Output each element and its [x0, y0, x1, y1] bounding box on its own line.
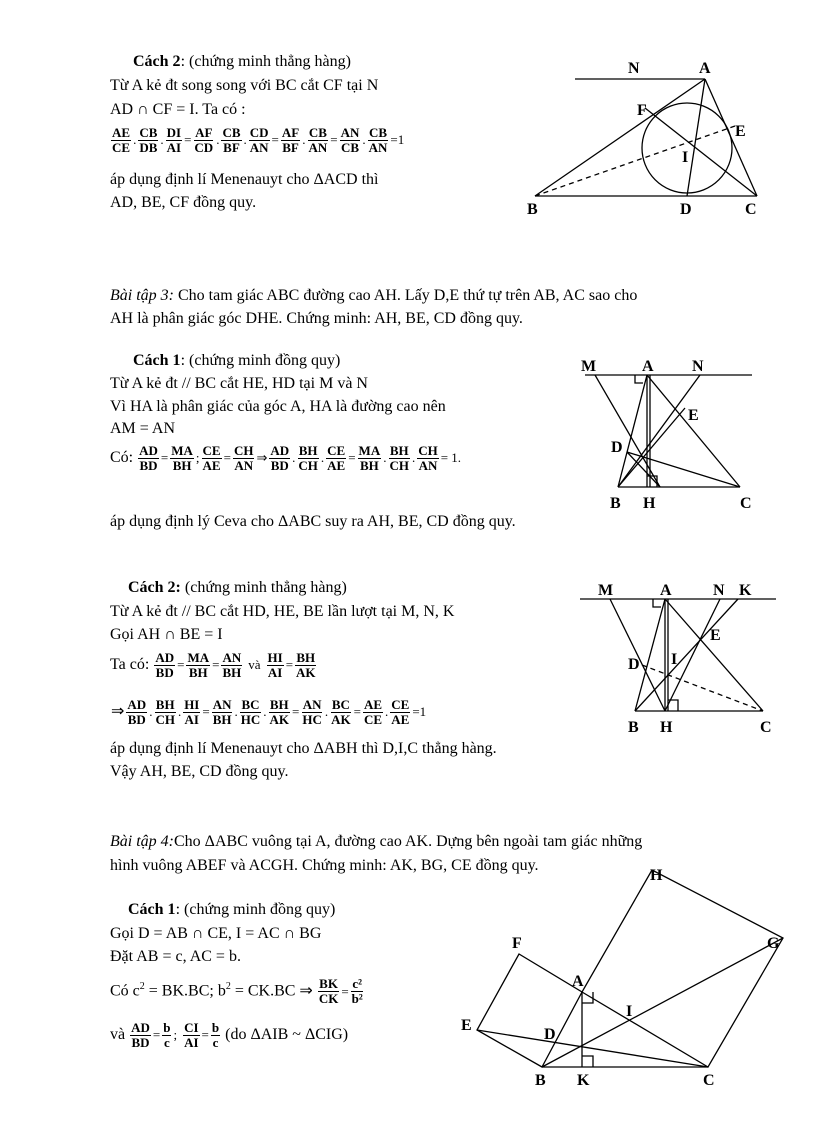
- fraction: [111, 126, 131, 155]
- numerator: AD: [270, 442, 290, 458]
- bt3-line1: [110, 286, 637, 306]
- s3-line1: Từ A kẻ đt // BC cắt HD, HE, BE lần lượt tại M, N, K: [110, 603, 455, 620]
- line-BG: [542, 938, 783, 1067]
- s3-equation2: [110, 694, 427, 730]
- label-E: E: [688, 407, 699, 424]
- denominator: HC: [302, 711, 322, 727]
- operator: ⇒: [256, 450, 268, 466]
- frac-AD-BD: $\frac{AD}{BD}$: [131, 1019, 150, 1050]
- numerator: AE: [363, 696, 382, 712]
- denominator: AI: [166, 139, 182, 155]
- fraction: [388, 444, 410, 473]
- right-angle-A: [635, 375, 643, 383]
- operator: .: [263, 704, 267, 720]
- fraction: [183, 698, 200, 727]
- denominator: AI: [267, 664, 283, 680]
- right-angle-A: [653, 599, 661, 607]
- label-N: N: [713, 582, 725, 599]
- implies-symbol: ⇒: [111, 703, 125, 721]
- s2-line3: AM = AN: [110, 420, 176, 437]
- bt3-title: Bài tập 3:: [110, 287, 174, 304]
- label-F: F: [512, 935, 522, 952]
- s3-figure: [580, 580, 780, 740]
- equation-text: =1: [390, 132, 405, 148]
- label-M: M: [581, 358, 597, 375]
- denominator: AN: [249, 139, 269, 155]
- numerator: AN: [340, 124, 360, 140]
- denominator: BF: [282, 139, 299, 155]
- denominator: CH: [389, 457, 409, 473]
- label-E: E: [735, 123, 746, 140]
- denominator: AN: [368, 139, 388, 155]
- operator: .: [383, 450, 387, 466]
- operator: =: [177, 657, 185, 673]
- denominator: BF: [223, 139, 240, 155]
- label-A: A: [642, 358, 654, 375]
- s4-line3: Có $c^2 = BK.BC$; $b^2 = CK.BC$ ⇒ $\frac{BK}{CK}$ = $\frac{\text{c²}}{\text{b²}}$: [110, 976, 363, 1007]
- numerator: AE: [112, 124, 131, 140]
- label-C: C: [745, 201, 757, 218]
- fraction: [166, 126, 182, 155]
- s1-heading: Cách 2: [133, 53, 181, 70]
- label-H: H: [650, 867, 663, 884]
- bt4-text1: Cho ΔABC vuông tại A, đường cao AK. Dựng bên ngoài tam giác những: [174, 833, 643, 850]
- fraction: [368, 126, 389, 155]
- label-N: N: [692, 358, 704, 375]
- denominator: CH: [155, 711, 175, 727]
- line-AC: [647, 375, 740, 487]
- denominator: BH: [212, 711, 232, 727]
- label-B: B: [527, 201, 538, 218]
- s1-equation: [110, 123, 405, 157]
- s4-l3a: Có c: [110, 982, 140, 1000]
- numerator: CD: [249, 124, 269, 140]
- denominator: AK: [296, 664, 316, 680]
- fraction: [281, 126, 300, 155]
- label-B: B: [610, 495, 621, 512]
- fraction: [240, 698, 262, 727]
- s4-l3b: = BK.BC; b: [144, 982, 226, 1000]
- label-I: I: [626, 1003, 633, 1020]
- denominator: BD: [139, 457, 158, 473]
- s1-line1: Từ A kẻ đt song song với BC cắt CF tại N: [110, 77, 379, 94]
- operator: .: [385, 704, 389, 720]
- s3-line5: áp dụng định lí Menenauyt cho ΔABH thì D,I,C thẳng hàng.: [110, 740, 497, 757]
- numerator: BH: [296, 649, 316, 665]
- s4-l4-tail: (do ΔAIB ~ ΔCIG): [225, 1026, 349, 1043]
- operator: =: [285, 657, 294, 673]
- frac-c2-b2: $\frac{\text{c²}}{\text{b²}}$: [351, 976, 363, 1007]
- label-E: E: [710, 627, 721, 644]
- denominator: BD: [127, 711, 146, 727]
- label-D: D: [611, 439, 623, 456]
- fraction: [249, 126, 270, 155]
- s2-line1: Từ A kẻ đt // BC cắt HE, HD tại M và N: [110, 375, 368, 392]
- label-C: C: [703, 1072, 715, 1089]
- fraction: [212, 698, 233, 727]
- line-DC-dashed: [642, 665, 763, 711]
- denominator: BD: [270, 457, 289, 473]
- denominator: CE: [112, 139, 131, 155]
- label-B: B: [535, 1072, 546, 1089]
- operator: .: [234, 704, 238, 720]
- denominator: BH: [188, 664, 208, 680]
- s1-line2: AD ∩ CF = I. Ta có :: [110, 101, 246, 118]
- denominator: AE: [327, 457, 346, 473]
- denominator: CH: [298, 457, 318, 473]
- denominator: AK: [331, 711, 351, 727]
- square-ABEF: [477, 954, 582, 1067]
- denominator: BH: [359, 457, 379, 473]
- denominator: AK: [269, 711, 289, 727]
- line-CF: [645, 108, 757, 196]
- label-K: K: [577, 1072, 590, 1089]
- s4-heading: Cách 1: [128, 901, 176, 918]
- label-A: A: [660, 582, 672, 599]
- numerator: BH: [389, 442, 409, 458]
- numerator: DI: [166, 124, 182, 140]
- label-H: H: [660, 719, 673, 736]
- s2-line5: áp dụng định lý Ceva cho ΔABC suy ra AH, BE, CD đồng quy.: [110, 513, 516, 530]
- numerator: HI: [184, 696, 200, 712]
- label-C: C: [740, 495, 752, 512]
- numerator: BH: [155, 696, 175, 712]
- operator: =: [160, 450, 169, 466]
- numerator: MA: [187, 649, 210, 665]
- denominator: CB: [340, 139, 360, 155]
- line-AB: [535, 79, 705, 196]
- numerator: CH: [233, 442, 254, 458]
- label-A: A: [699, 60, 711, 77]
- fraction: [307, 126, 328, 155]
- denominator: BH: [172, 457, 192, 473]
- s2-heading: Cách 1: [133, 352, 181, 369]
- s3-heading-line: [128, 578, 347, 598]
- frac-b-c: $\frac{b}{c}$: [163, 1019, 171, 1050]
- numerator: CE: [202, 442, 221, 458]
- label-C: C: [760, 719, 772, 736]
- numerator: CB: [308, 124, 327, 140]
- frac-CI-AI: $\frac{CI}{AI}$: [184, 1019, 199, 1050]
- frac-b-c-2: $\frac{b}{c}$: [211, 1019, 220, 1050]
- s2-equation: [110, 440, 462, 476]
- fraction: [330, 698, 352, 727]
- label-M: M: [598, 582, 614, 599]
- s4-l3c: = CK.BC ⇒: [230, 982, 313, 1000]
- operator: =: [223, 450, 231, 466]
- operator: .: [216, 132, 220, 148]
- fraction: [340, 126, 361, 155]
- denominator: AN: [234, 457, 254, 473]
- line-BE-dashed: [535, 126, 735, 196]
- label-N: N: [628, 60, 640, 77]
- numerator: BC: [331, 696, 350, 712]
- denominator: AE: [202, 457, 221, 473]
- numerator: AD: [155, 649, 175, 665]
- operator: =: [184, 132, 192, 148]
- fraction: [138, 126, 158, 155]
- fraction: [221, 126, 241, 155]
- s2-eq-prefix: Có:: [110, 449, 134, 466]
- numerator: AD: [139, 442, 158, 458]
- operator: .: [411, 450, 416, 466]
- label-B: B: [628, 719, 639, 736]
- numerator: BH: [269, 696, 289, 712]
- operator: .: [320, 450, 325, 466]
- operator: =: [202, 704, 210, 720]
- numerator: AD: [127, 696, 147, 712]
- s1-figure: [525, 58, 785, 218]
- fraction: [138, 444, 159, 473]
- denominator: CE: [363, 711, 382, 727]
- line-MH: [610, 599, 665, 711]
- numerator: CE: [327, 442, 346, 458]
- equation-text: = 1.: [440, 450, 462, 466]
- numerator: CB: [369, 124, 388, 140]
- bt4-title: Bài tập 4:: [110, 833, 174, 850]
- fraction: [269, 444, 290, 473]
- label-I: I: [682, 149, 689, 166]
- operator: .: [149, 704, 153, 720]
- label-G: G: [767, 935, 780, 952]
- equation-text: và: [248, 657, 261, 673]
- denominator: CD: [194, 139, 214, 155]
- s4-l4-prefix: và: [110, 1026, 126, 1043]
- s3-line6: Vậy AH, BE, CD đồng quy.: [110, 763, 289, 780]
- s4-line4: và $\frac{AD}{BD}$ = $\frac{b}{c}$ ; $\frac{CI}{AI}$ = $\frac{b}{c}$ (do ΔAIB ~ ΔCIG): [110, 1019, 349, 1050]
- equation-text: =1: [412, 704, 427, 720]
- bt3-line2: AH là phân giác góc DHE. Chứng minh: AH, BE, CD đồng quy.: [110, 310, 523, 327]
- fraction: [358, 444, 382, 473]
- denominator: HC: [240, 711, 261, 727]
- operator: .: [177, 704, 182, 720]
- fraction: [221, 651, 242, 680]
- operator: =: [271, 132, 279, 148]
- operator: .: [160, 132, 164, 148]
- numerator: AN: [222, 649, 242, 665]
- fraction: [233, 444, 255, 473]
- s1-line4: áp dụng định lí Menenauyt cho ΔACD thì: [110, 171, 379, 188]
- fraction: [154, 698, 176, 727]
- s2-heading-line: [133, 351, 340, 371]
- fraction: [301, 698, 323, 727]
- s3-equation1: [110, 647, 318, 683]
- operator: =: [212, 657, 220, 673]
- s3-heading-rest: (chứng minh thẳng hàng): [180, 579, 347, 596]
- fraction: [417, 444, 439, 473]
- operator: =: [348, 450, 356, 466]
- fraction: [267, 651, 284, 680]
- incircle: [642, 103, 732, 193]
- fraction: [193, 126, 214, 155]
- fraction: [186, 651, 210, 680]
- s2-heading-rest: : (chứng minh đồng quy): [180, 352, 341, 369]
- denominator: AN: [308, 139, 328, 155]
- s3-eq1-prefix: Ta có:: [110, 656, 150, 673]
- numerator: AN: [302, 696, 322, 712]
- sup-2-c: 2: [139, 981, 145, 992]
- numerator: AF: [281, 124, 300, 140]
- label-H: H: [643, 495, 656, 512]
- operator: .: [302, 132, 306, 148]
- numerator: MA: [171, 442, 193, 458]
- fraction: [326, 444, 346, 473]
- operator: .: [243, 132, 247, 148]
- operator: ;: [195, 450, 200, 466]
- fraction: [170, 444, 194, 473]
- s4-line2: Đặt AB = c, AC = b.: [110, 948, 241, 965]
- fraction: [295, 651, 317, 680]
- s1-heading-rest: : (chứng minh thẳng hàng): [180, 53, 351, 70]
- numerator: HI: [267, 649, 283, 665]
- denominator: BH: [222, 664, 242, 680]
- fraction: [202, 444, 222, 473]
- fraction: [297, 444, 319, 473]
- frac-BK-CK: $\frac{BK}{CK}$: [318, 976, 339, 1007]
- bt4-line1: [110, 832, 642, 852]
- denominator: AI: [184, 711, 199, 727]
- label-I: I: [671, 651, 678, 668]
- numerator: MA: [358, 442, 381, 458]
- s2-line2: Vì HA là phân giác của góc A, HA là đường cao nên: [110, 398, 446, 415]
- operator: .: [324, 704, 329, 720]
- operator: =: [353, 704, 361, 720]
- label-A: A: [572, 973, 584, 990]
- fraction: [126, 698, 147, 727]
- sup-2-b: 2: [225, 981, 231, 992]
- square-ACGH: [582, 870, 783, 1067]
- s1-line5: AD, BE, CF đồng quy.: [110, 194, 257, 211]
- numerator: CE: [391, 696, 410, 712]
- operator: .: [133, 132, 137, 148]
- bt3-text1: Cho tam giác ABC đường cao AH. Lấy D,E thứ tự trên AB, AC sao cho: [174, 287, 638, 304]
- denominator: BD: [155, 664, 174, 680]
- label-K: K: [739, 582, 752, 599]
- label-F: F: [637, 102, 647, 119]
- denominator: DB: [139, 139, 158, 155]
- s1-heading-line: [133, 52, 351, 72]
- label-E: E: [461, 1017, 472, 1034]
- operator: =: [330, 132, 338, 148]
- s4-line1: Gọi D = AB ∩ CE, I = AC ∩ BG: [110, 925, 322, 942]
- line-AD: [687, 79, 705, 196]
- operator: .: [292, 450, 296, 466]
- s4-heading-rest: : (chứng minh đồng quy): [175, 901, 336, 918]
- numerator: BH: [298, 442, 318, 458]
- denominator: AN: [418, 457, 438, 473]
- label-D: D: [680, 201, 692, 218]
- right-angle-K: [582, 1056, 593, 1067]
- label-D: D: [628, 656, 640, 673]
- line-AC: [665, 599, 763, 711]
- s4-heading-line: [128, 900, 335, 920]
- s3-heading: Cách 2:: [128, 579, 181, 596]
- label-D: D: [544, 1026, 556, 1043]
- fraction: [269, 698, 291, 727]
- bt4-line2: hình vuông ABEF và ACGH. Chứng minh: AK, BG, CE đồng quy.: [110, 857, 539, 874]
- numerator: AF: [195, 124, 213, 140]
- fraction: [154, 651, 175, 680]
- numerator: BC: [241, 696, 260, 712]
- operator: =: [292, 704, 300, 720]
- fraction: [363, 698, 383, 727]
- numerator: CH: [418, 442, 438, 458]
- operator: .: [362, 132, 366, 148]
- fraction: [390, 698, 410, 727]
- denominator: AE: [391, 711, 410, 727]
- s4-figure: [460, 862, 790, 1102]
- s3-line2: Gọi AH ∩ BE = I: [110, 626, 223, 643]
- numerator: CB: [139, 124, 158, 140]
- numerator: AN: [212, 696, 232, 712]
- s2-figure: [581, 356, 765, 516]
- numerator: CB: [222, 124, 241, 140]
